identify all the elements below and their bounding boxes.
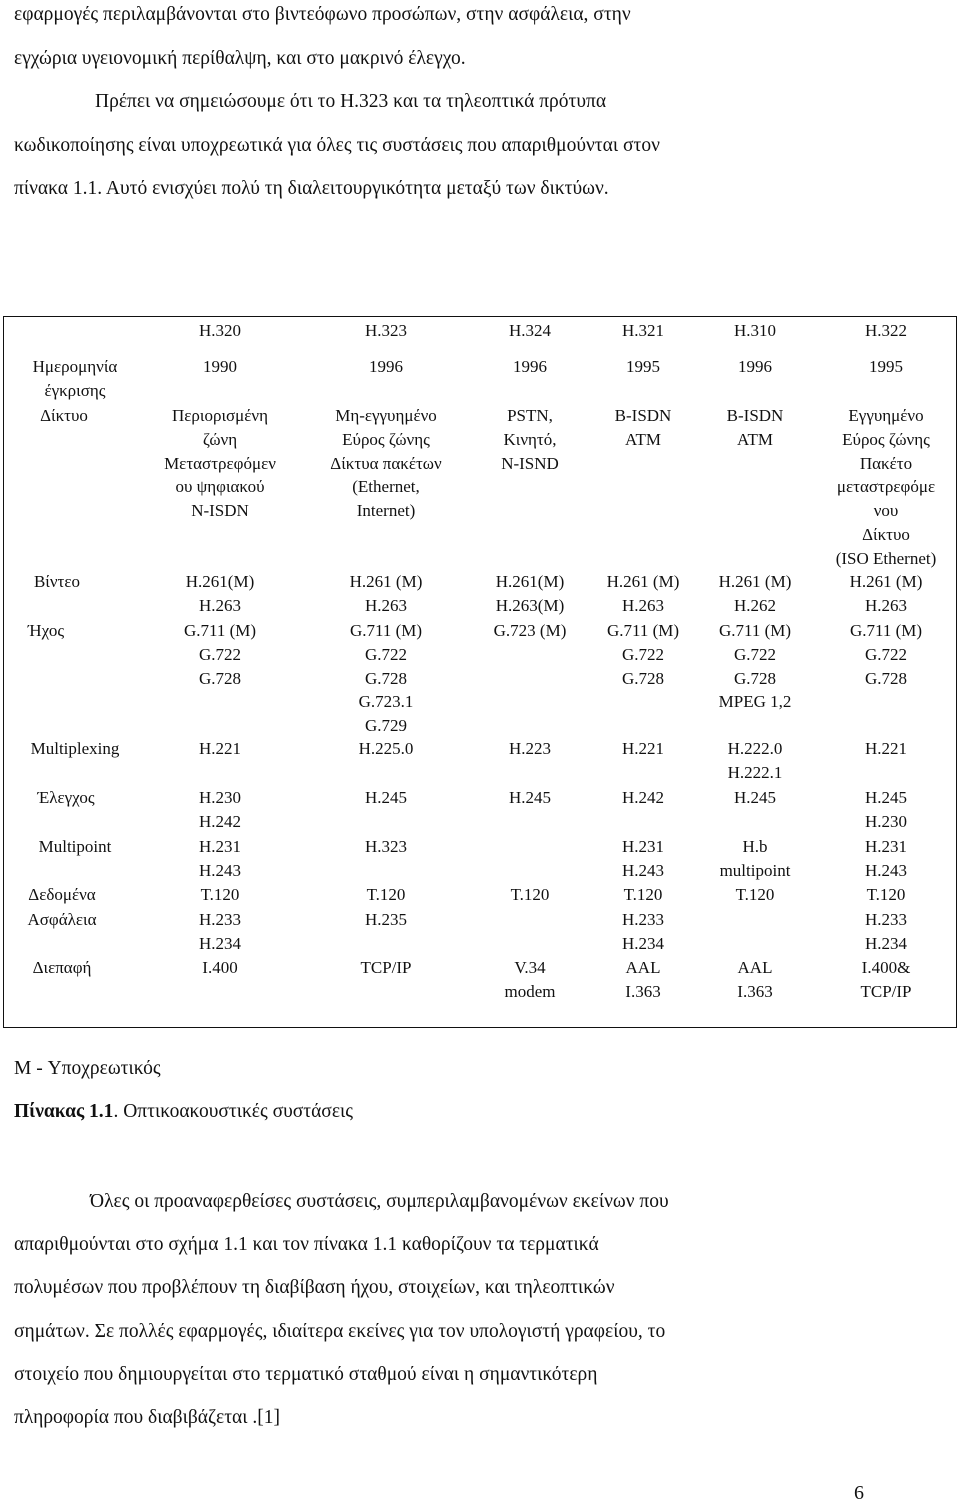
multipoint-cell-line: H.231 [621, 837, 665, 856]
audio-cell-line: G.722 [364, 644, 408, 664]
network-cell-line: Περιορισμένη [171, 406, 269, 425]
body-line: πληροφορία που διαβιβάζεται .[1] [14, 1407, 281, 1429]
audio-cell-line: G.722 [621, 644, 665, 664]
row-label-audio-text: Ήχος [27, 621, 65, 640]
network-cell-line: νου [873, 501, 899, 521]
row-label-audio [0, 619, 116, 643]
security-cell [776, 908, 960, 956]
control-cell-line: H.245 [508, 788, 552, 807]
network-cell-line: B-ISDN [726, 406, 784, 425]
data-cell-line: T.120 [366, 885, 406, 904]
intro-line: πίνακα 1.1. Αυτό ενισχύει πολύ τη διαλειτουργικότητα μεταξύ των δικτύων. [14, 178, 609, 199]
multipoint-cell-line: H.243 [198, 860, 242, 880]
video-cell-line: H.261 (M) [606, 572, 680, 591]
date-cell: 1995 [626, 357, 660, 376]
security-cell [533, 908, 753, 956]
network-cell-line: Δίκτυα πακέτων [330, 453, 442, 473]
multipoint-cell-line: H.231 [864, 837, 908, 856]
security-cell-line: H.233 [621, 910, 665, 929]
network-cell-line: Δίκτυο [862, 524, 910, 544]
audio-cell-line: G.728 [864, 668, 908, 688]
interface-cell [776, 956, 960, 1004]
column-header: H.324 [508, 321, 552, 340]
intro-line: εγχώρια υγειονομική περίθαλψη, και στο μακρινό έλεγχο. [14, 47, 466, 69]
multiplexing-cell-line: H.221 [864, 739, 908, 758]
row-label-multipoint-text: Multipoint [38, 837, 112, 856]
multiplexing-cell-line: H.223 [508, 739, 552, 758]
intro-paragraph [14, 0, 944, 211]
body-line: σημάτων. Σε πολλές εφαρμογές, ιδιαίτερα εκείνες για τον υπολογιστή γραφείου, το [14, 1320, 666, 1342]
table-caption [14, 1101, 353, 1123]
row-label-security-text: Ασφάλεια [27, 910, 97, 929]
control-cell-line: H.245 [733, 788, 777, 807]
row-label-date-text: Ημερομηνία [32, 357, 118, 376]
video-cell-line: H.261 (M) [849, 572, 923, 591]
legend: M - Υποχρεωτικός [14, 1058, 161, 1079]
multiplexing-cell-line: H.225.0 [358, 739, 414, 758]
date-cell: 1996 [513, 357, 547, 376]
data-cell-line: T.120 [200, 885, 240, 904]
body-paragraph [14, 1180, 944, 1439]
column-header: H.321 [621, 321, 665, 340]
multipoint-cell [276, 835, 496, 859]
column-header: H.322 [864, 321, 908, 340]
interface-cell-line: I.400& [861, 958, 911, 977]
network-cell-line: N-ISND [501, 453, 559, 473]
control-cell-line: H.230 [864, 811, 908, 831]
audio-cell-line: G.723.1 [358, 692, 414, 712]
network-cell-line: ATM [625, 429, 661, 449]
body-line: απαριθμούνται στο σχήμα 1.1 και τον πίνακα 1.1 καθορίζουν τα τερματικά [14, 1234, 599, 1256]
audio-cell-line: G.711 (M) [349, 621, 423, 640]
network-cell-line: Μη-εγγυημένο [335, 406, 437, 425]
multipoint-cell-line: H.b [742, 837, 768, 856]
control-cell-line: H.242 [198, 811, 242, 831]
date-cell: 1995 [869, 357, 903, 376]
network-cell-line: Πακέτο [859, 453, 913, 473]
video-cell-line: H.263 [364, 595, 408, 615]
date-cell: 1996 [738, 357, 772, 376]
row-label-interface-text: Διεπαφή [32, 958, 92, 977]
intro-line: εφαρμογές περιλαμβάνονται στο βιντεόφωνο προσώπων, στην ασφάλεια, στην [14, 4, 631, 25]
control-cell-line: H.242 [621, 788, 665, 807]
network-cell-line: ου ψηφιακού [175, 477, 265, 497]
audio-cell-line: G.722 [198, 644, 242, 664]
interface-cell-line: I.363 [737, 981, 773, 1001]
security-cell-line: H.235 [364, 910, 408, 929]
interface-cell-line: TCP/IP [360, 958, 412, 977]
page-number: 6 [854, 1482, 864, 1504]
network-cell-line: PSTN, [507, 406, 553, 425]
network-cell-line: ζώνη [202, 429, 238, 449]
audio-cell-line: G.729 [364, 716, 408, 736]
date-cell: 1996 [369, 357, 403, 376]
multiplexing-cell-line: H.221 [198, 739, 242, 758]
control-cell [776, 786, 960, 834]
network-cell-line: ATM [737, 429, 773, 449]
row-label-video [0, 570, 127, 594]
network-cell-line: Εύρος ζώνης [842, 429, 930, 449]
audio-cell-line: G.711 (M) [183, 621, 257, 640]
network-cell-line: Εγγυημένο [848, 406, 924, 425]
date-cell: 1990 [203, 357, 237, 376]
video-cell-line: H.261 (M) [349, 572, 423, 591]
data-cell-line: T.120 [866, 885, 906, 904]
row-label-data-text: Δεδομένα [28, 885, 96, 904]
audio-cell-line: G.723 (M) [493, 621, 567, 640]
interface-cell-line: I.363 [625, 981, 661, 1001]
column-header: H.320 [198, 321, 242, 340]
row-label-network-text: Δίκτυο [40, 406, 88, 425]
data-cell-line: T.120 [623, 885, 663, 904]
video-cell-line: H.263 [621, 595, 665, 615]
interface-cell-line: TCP/IP [860, 981, 912, 1001]
security-cell [276, 908, 496, 932]
interface-cell-line: AAL [737, 958, 773, 977]
audio-cell-line: G.722 [864, 644, 908, 664]
audio-cell-line: G.728 [733, 668, 777, 688]
video-cell-line: H.262 [733, 595, 777, 615]
network-cell-line: Εύρος ζώνης [342, 429, 430, 449]
video-cell-line: H.261 (M) [718, 572, 792, 591]
network-cell-line: (Ethernet, [352, 477, 420, 497]
caption-label: Πίνακας 1.1 [14, 1101, 114, 1122]
video-cell-line: H.263(M) [495, 595, 565, 615]
body-line: πολυμέσων που προβλέπουν τη διαβίβαση ήχου, στοιχείων, και τηλεοπτικών [14, 1277, 615, 1299]
data-cell [776, 883, 960, 907]
column-header: H.323 [364, 321, 408, 340]
security-cell-line: H.234 [621, 933, 665, 953]
intro-line: Πρέπει να σημειώσουμε ότι το Η.323 και τα τηλεοπτικά πρότυπα [95, 91, 607, 112]
audio-cell-line: G.722 [733, 644, 777, 664]
interface-cell-line: I.400 [202, 958, 238, 977]
multiplexing-cell [776, 737, 960, 761]
security-cell-line: H.234 [198, 933, 242, 953]
column-header: H.310 [733, 321, 777, 340]
network-cell [776, 404, 960, 571]
caption-text: . Οπτικοακουστικές συστάσεις [113, 1101, 353, 1122]
multiplexing-cell-line: H.222.1 [727, 762, 783, 782]
network-cell-line: (ISO Ethernet) [835, 548, 937, 568]
network-cell-line: Internet) [356, 501, 416, 521]
video-cell-line: H.263 [864, 595, 908, 615]
interface-cell-line: AAL [625, 958, 661, 977]
multipoint-cell-line: H.243 [621, 860, 665, 880]
video-cell-line: H.261(M) [185, 572, 255, 591]
control-cell-line: H.230 [198, 788, 242, 807]
audio-cell-line: G.728 [364, 668, 408, 688]
intro-line: κωδικοποίησης είναι υποχρεωτικά για όλες τις συστάσεις που απαριθμούνται στον [14, 134, 660, 156]
video-cell-line: H.263 [198, 595, 242, 615]
multipoint-cell-line: H.243 [864, 860, 908, 880]
audio-cell-line: G.711 (M) [606, 621, 680, 640]
audio-cell-line: G.711 (M) [718, 621, 792, 640]
audio-cell-line: G.728 [198, 668, 242, 688]
audio-cell-line: MPEG 1,2 [718, 692, 792, 712]
security-cell-line: H.233 [864, 910, 908, 929]
body-line: στοιχείο που δημιουργείται στο τερματικό σταθμού είναι η σημαντικότερη [14, 1363, 598, 1385]
multiplexing-cell-line: H.222.0 [727, 739, 783, 758]
control-cell-line: H.245 [864, 788, 908, 807]
multipoint-cell-line: H.231 [198, 837, 242, 856]
data-cell-line: T.120 [510, 885, 550, 904]
row-label-control-text: Έλεγχος [37, 788, 95, 807]
multipoint-cell-line: H.323 [364, 837, 408, 856]
audio-cell-line: G.711 (M) [849, 621, 923, 640]
network-cell-line: Μεταστρεφόμεν [164, 453, 276, 473]
security-cell-line: H.233 [198, 910, 242, 929]
multiplexing-cell-line: H.221 [621, 739, 665, 758]
network-cell-line: B-ISDN [614, 406, 672, 425]
video-cell [776, 570, 960, 618]
interface-cell-line: V.34 [514, 958, 546, 977]
multipoint-cell-line: multipoint [719, 860, 791, 880]
row-label-video-text: Βίντεο [33, 572, 81, 591]
row-label-multiplexing-text: Multiplexing [30, 739, 120, 758]
network-cell-line: N-ISDN [191, 501, 249, 521]
multipoint-cell [776, 835, 960, 883]
audio-cell-line: G.728 [621, 668, 665, 688]
row-label-date-text: έγκρισης [44, 380, 106, 400]
control-cell-line: H.245 [364, 788, 408, 807]
network-cell-line: Κινητό, [503, 429, 557, 449]
body-line: Όλες οι προαναφερθείσες συστάσεις, συμπεριλαμβανομένων εκείνων που [90, 1191, 669, 1212]
network-cell-line: μεταστρεφόμε [836, 477, 936, 497]
audio-cell [776, 619, 960, 690]
interface-cell-line: modem [504, 981, 556, 1001]
video-cell-line: H.261(M) [495, 572, 565, 591]
data-cell-line: T.120 [735, 885, 775, 904]
security-cell-line: H.234 [864, 933, 908, 953]
